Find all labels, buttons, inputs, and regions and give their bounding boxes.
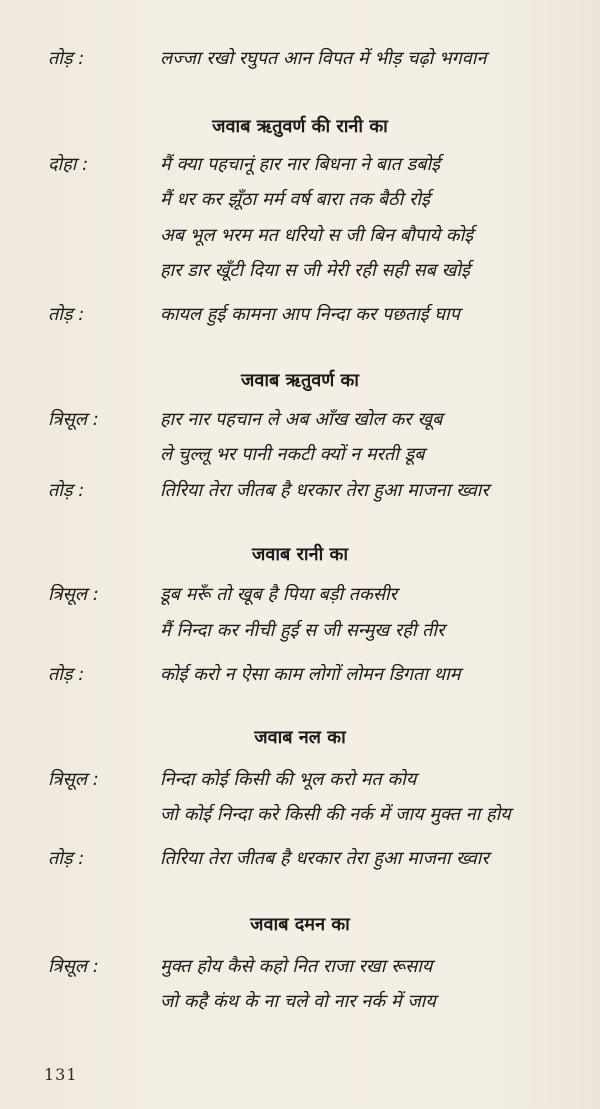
verse-label: तोड़ : — [48, 848, 85, 869]
verse-label: तोड़ : — [48, 304, 85, 325]
verse-line: कोई करो न ऐसा काम लोगों लोमन डिगता थाम — [160, 664, 461, 685]
verse-line: जो कहै कंथ के ना चले वो नार नर्क में जाय — [160, 991, 436, 1012]
verse-line: मैं क्या पहचानूं हार नार बिधना ने बात डबोई — [160, 154, 440, 175]
verse-label: त्रिसूल : — [48, 769, 99, 790]
verse-label: तोड़ : — [48, 664, 85, 685]
verse-label: तोड़ : — [48, 48, 85, 69]
section-heading: जवाब ऋतुवर्ण की रानी का — [212, 116, 388, 137]
verse-line: ले चुल्लू भर पानी नकटी क्यों न मरती डूब — [160, 444, 425, 465]
verse-entry — [0, 474, 600, 508]
verse-line: जो कोई निन्दा करे किसी की नर्क में जाय मुक्त ना होय — [160, 804, 511, 825]
verse-label: दोहा : — [48, 154, 89, 175]
verse-label: त्रिसूल : — [48, 584, 99, 605]
verse-line: लज्जा रखो रघुपत आन विपत में भीड़ चढ़ो भगवान — [160, 48, 487, 69]
verse-label: त्रिसूल : — [48, 409, 99, 430]
verse-line: मैं निन्दा कर नीची हुई स जी सन्मुख रही तीर — [160, 620, 445, 641]
verse-line: तिरिया तेरा जीतब है धरकार तेरा हुआ माजना ख्वार — [160, 480, 489, 501]
verse-entry — [0, 842, 600, 876]
verse-line: हार नार पहचान ले अब आँख खोल कर खूब — [160, 409, 443, 430]
verse-line: हार डार खूँटी दिया स जी मेरी रही सही सब खोई — [160, 260, 470, 281]
section-heading: जवाब दमन का — [250, 914, 350, 935]
verse-line: तिरिया तेरा जीतब है धरकार तेरा हुआ माजना ख्वार — [160, 848, 489, 869]
verse-label: त्रिसूल : — [48, 956, 99, 977]
verse-line: निन्दा कोई किसी की भूल करो मत कोय — [160, 769, 417, 790]
section-heading: जवाब ऋतुवर्ण का — [241, 370, 359, 391]
verse-line: मैं धर कर झूँठा मर्म वर्ष बारा तक बैठी रोई — [160, 189, 430, 210]
verse-line: डूब मरूँ तो खूब है पिया बड़ी तकसीर — [160, 584, 398, 605]
verse-line: अब भूल भरम मत धरियो स जी बिन बौपाये कोई — [160, 225, 474, 246]
page-number: 131 — [44, 1065, 78, 1084]
verse-label: तोड़ : — [48, 480, 85, 501]
section-heading: जवाब रानी का — [252, 544, 348, 565]
section-heading: जवाब नल का — [254, 727, 346, 748]
verse-line: कायल हुई कामना आप निन्दा कर पछताई घाप — [160, 304, 460, 325]
verse-line: मुक्त होय कैसे कहो नित राजा रखा रूसाय — [160, 956, 433, 977]
verse-entry — [0, 42, 600, 76]
verse-entry — [0, 298, 600, 332]
verse-entry — [0, 658, 600, 692]
